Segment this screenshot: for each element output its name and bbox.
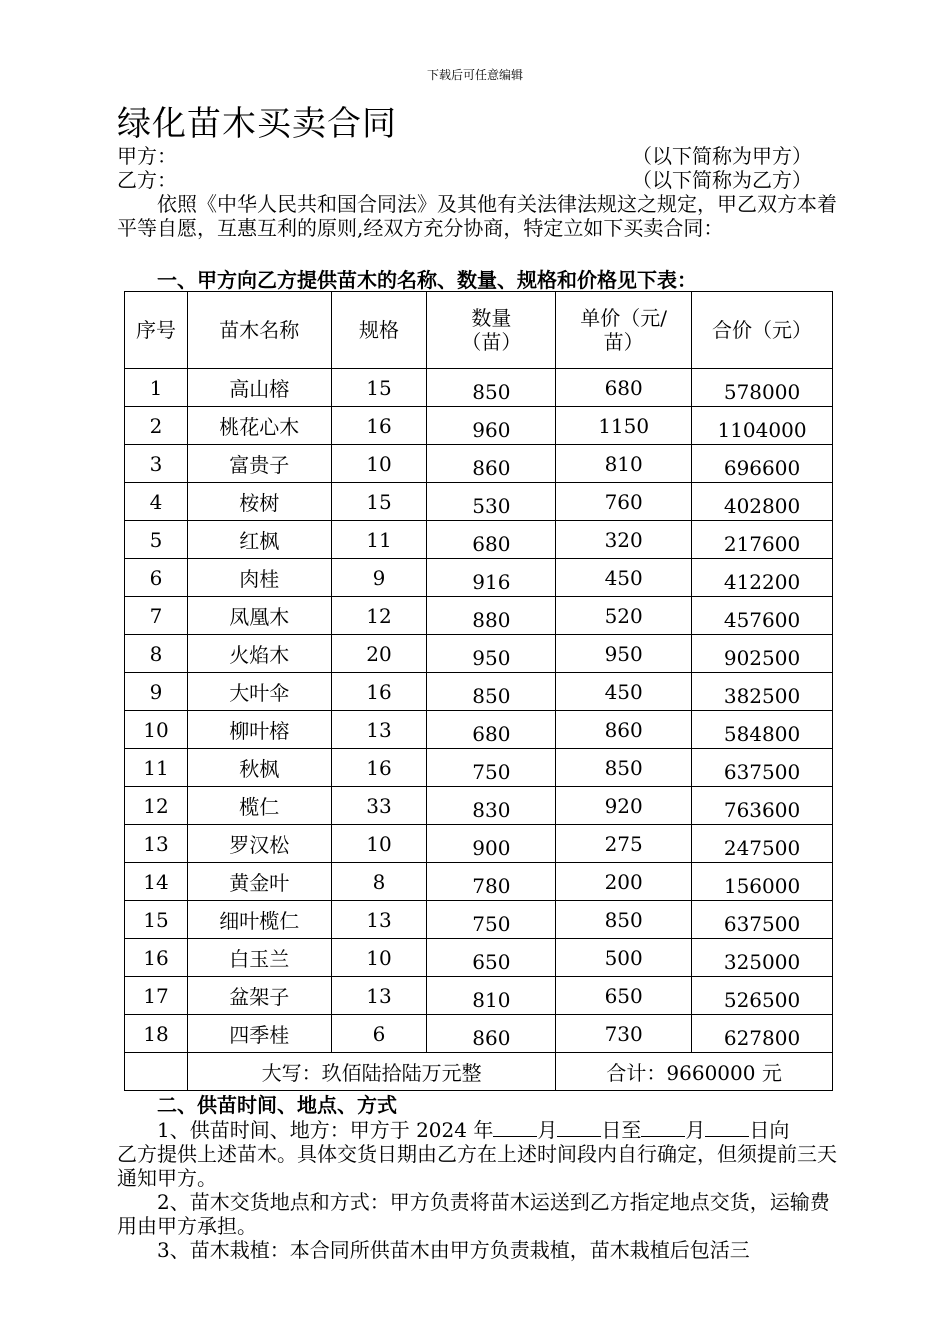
total-in-words: 大写：玖佰陆拾陆万元整 <box>187 1053 555 1091</box>
clause1-continuation: 乙方提供上述苗木。具体交货日期由乙方在上述时间段内自行确定，但须提前三天通知甲方。 <box>117 1142 837 1190</box>
row-unit-price: 730 <box>556 1015 692 1053</box>
row-name: 大叶伞 <box>187 673 331 711</box>
clause1-start: 1、供苗时间、地方：甲方于 2024 年 <box>157 1118 494 1142</box>
row-index: 18 <box>125 1015 188 1053</box>
row-name: 桉树 <box>187 483 331 521</box>
row-total: 696600 <box>692 445 833 483</box>
row-quantity: 810 <box>427 977 556 1015</box>
row-unit-price: 950 <box>556 635 692 673</box>
party-a-label: 甲方： <box>117 144 177 168</box>
row-spec: 12 <box>331 597 427 635</box>
clause1-day1: 日至 <box>601 1118 642 1142</box>
row-total: 1104000 <box>692 407 833 445</box>
row-index: 14 <box>125 863 188 901</box>
row-total: 156000 <box>692 863 833 901</box>
clause1-first-line <box>157 1118 789 1142</box>
table-row <box>125 711 833 749</box>
row-name: 肉桂 <box>187 559 331 597</box>
row-name: 柳叶榕 <box>187 711 331 749</box>
party-a-note: （以下简称为甲方） <box>632 144 812 168</box>
row-quantity: 830 <box>427 787 556 825</box>
month-blank-2[interactable] <box>641 1118 685 1137</box>
row-name: 高山榕 <box>187 369 331 407</box>
row-total: 247500 <box>692 825 833 863</box>
row-total: 637500 <box>692 901 833 939</box>
total-blank-cell <box>125 1053 188 1091</box>
table-row <box>125 559 833 597</box>
row-unit-price: 810 <box>556 445 692 483</box>
row-quantity: 750 <box>427 901 556 939</box>
table-total-row <box>125 1053 833 1091</box>
table-row <box>125 407 833 445</box>
row-name: 富贵子 <box>187 445 331 483</box>
row-total: 637500 <box>692 749 833 787</box>
row-total: 325000 <box>692 939 833 977</box>
row-name: 榄仁 <box>187 787 331 825</box>
row-name: 四季桂 <box>187 1015 331 1053</box>
clause1-month1: 月 <box>537 1118 558 1142</box>
row-name: 白玉兰 <box>187 939 331 977</box>
row-index: 12 <box>125 787 188 825</box>
row-name: 盆架子 <box>187 977 331 1015</box>
table-row <box>125 597 833 635</box>
row-total: 763600 <box>692 787 833 825</box>
row-quantity: 860 <box>427 445 556 483</box>
row-unit-price: 450 <box>556 559 692 597</box>
row-index: 16 <box>125 939 188 977</box>
row-name: 黄金叶 <box>187 863 331 901</box>
row-index: 15 <box>125 901 188 939</box>
table-row <box>125 787 833 825</box>
row-index: 10 <box>125 711 188 749</box>
table-row <box>125 749 833 787</box>
row-name: 火焰木 <box>187 635 331 673</box>
row-quantity: 650 <box>427 939 556 977</box>
row-unit-price: 450 <box>556 673 692 711</box>
party-b-label: 乙方： <box>117 168 177 192</box>
table-row <box>125 521 833 559</box>
row-name: 细叶榄仁 <box>187 901 331 939</box>
header-unit-price <box>556 292 692 369</box>
row-total: 578000 <box>692 369 833 407</box>
table-body <box>125 369 833 1053</box>
row-index: 3 <box>125 445 188 483</box>
row-quantity: 850 <box>427 673 556 711</box>
row-quantity: 880 <box>427 597 556 635</box>
clause1-month2: 月 <box>685 1118 706 1142</box>
table-row <box>125 939 833 977</box>
row-unit-price: 850 <box>556 749 692 787</box>
clause2-paragraph: 2、苗木交货地点和方式：甲方负责将苗木运送到乙方指定地点交货，运输费用由甲方承担。 <box>117 1190 830 1238</box>
row-spec: 6 <box>331 1015 427 1053</box>
row-index: 2 <box>125 407 188 445</box>
row-spec: 9 <box>331 559 427 597</box>
row-unit-price: 760 <box>556 483 692 521</box>
row-spec: 10 <box>331 445 427 483</box>
header-quantity-line1: 数量 <box>471 306 512 330</box>
header-price-line1: 单价（元/ <box>580 306 668 330</box>
row-unit-price: 500 <box>556 939 692 977</box>
row-spec: 13 <box>331 711 427 749</box>
row-unit-price: 850 <box>556 901 692 939</box>
row-quantity: 530 <box>427 483 556 521</box>
row-quantity: 860 <box>427 1015 556 1053</box>
intro-paragraph: 依照《中华人民共和国合同法》及其他有关法律法规这之规定，甲乙双方本着平等自愿，互惠互利的原则,经双方充分协商，特定立如下买卖合同： <box>117 192 837 240</box>
table-row <box>125 635 833 673</box>
row-name: 红枫 <box>187 521 331 559</box>
row-spec: 13 <box>331 977 427 1015</box>
header-spec: 规格 <box>331 292 427 369</box>
row-unit-price: 520 <box>556 597 692 635</box>
row-total: 402800 <box>692 483 833 521</box>
row-spec: 20 <box>331 635 427 673</box>
row-total: 902500 <box>692 635 833 673</box>
row-spec: 16 <box>331 407 427 445</box>
row-name: 秋枫 <box>187 749 331 787</box>
row-quantity: 960 <box>427 407 556 445</box>
row-spec: 11 <box>331 521 427 559</box>
row-name: 凤凰木 <box>187 597 331 635</box>
table-row <box>125 863 833 901</box>
row-quantity: 850 <box>427 369 556 407</box>
header-quantity-line2: （苗） <box>461 330 522 354</box>
header-index: 序号 <box>125 292 188 369</box>
row-spec: 15 <box>331 369 427 407</box>
row-unit-price: 920 <box>556 787 692 825</box>
table-row <box>125 977 833 1015</box>
row-unit-price: 275 <box>556 825 692 863</box>
row-spec: 10 <box>331 825 427 863</box>
row-unit-price: 650 <box>556 977 692 1015</box>
table-row <box>125 369 833 407</box>
row-total: 627800 <box>692 1015 833 1053</box>
row-spec: 13 <box>331 901 427 939</box>
row-index: 8 <box>125 635 188 673</box>
table-row <box>125 901 833 939</box>
table-row <box>125 825 833 863</box>
row-index: 11 <box>125 749 188 787</box>
table-row <box>125 445 833 483</box>
table-header-row <box>125 292 833 369</box>
row-spec: 15 <box>331 483 427 521</box>
row-unit-price: 320 <box>556 521 692 559</box>
document-title: 绿化苗木买卖合同 <box>117 104 397 144</box>
row-spec: 16 <box>331 749 427 787</box>
total-amount: 合计：9660000 元 <box>556 1053 833 1091</box>
row-index: 7 <box>125 597 188 635</box>
row-spec: 33 <box>331 787 427 825</box>
section2-heading: 二、供苗时间、地点、方式 <box>157 1093 397 1117</box>
row-index: 17 <box>125 977 188 1015</box>
table-row <box>125 673 833 711</box>
row-unit-price: 860 <box>556 711 692 749</box>
table-row <box>125 483 833 521</box>
header-name: 苗木名称 <box>187 292 331 369</box>
row-quantity: 680 <box>427 521 556 559</box>
row-total: 382500 <box>692 673 833 711</box>
row-index: 9 <box>125 673 188 711</box>
row-quantity: 680 <box>427 711 556 749</box>
day-blank-2[interactable] <box>705 1118 749 1137</box>
row-spec: 10 <box>331 939 427 977</box>
row-spec: 8 <box>331 863 427 901</box>
clause3-paragraph: 3、苗木栽植：本合同所供苗木由甲方负责栽植，苗木栽植后包活三 <box>157 1238 750 1262</box>
header-quantity <box>427 292 556 369</box>
row-index: 5 <box>125 521 188 559</box>
row-total: 526500 <box>692 977 833 1015</box>
row-total: 584800 <box>692 711 833 749</box>
header-total: 合价（元） <box>692 292 833 369</box>
row-index: 4 <box>125 483 188 521</box>
month-blank-1[interactable] <box>493 1118 537 1137</box>
clause1-day2: 日向 <box>749 1118 790 1142</box>
row-index: 6 <box>125 559 188 597</box>
row-total: 457600 <box>692 597 833 635</box>
row-unit-price: 1150 <box>556 407 692 445</box>
row-spec: 16 <box>331 673 427 711</box>
row-quantity: 900 <box>427 825 556 863</box>
table-row <box>125 1015 833 1053</box>
row-quantity: 780 <box>427 863 556 901</box>
row-quantity: 916 <box>427 559 556 597</box>
row-quantity: 750 <box>427 749 556 787</box>
header-price-line2: 苗） <box>603 330 644 354</box>
row-unit-price: 200 <box>556 863 692 901</box>
row-name: 罗汉松 <box>187 825 331 863</box>
header-note: 下载后可任意编辑 <box>426 68 523 82</box>
party-b-note: （以下简称为乙方） <box>632 168 812 192</box>
row-total: 217600 <box>692 521 833 559</box>
row-name: 桃花心木 <box>187 407 331 445</box>
day-blank-1[interactable] <box>557 1118 601 1137</box>
seedling-table <box>124 291 833 1091</box>
row-index: 1 <box>125 369 188 407</box>
section1-heading: 一、甲方向乙方提供苗木的名称、数量、规格和价格见下表： <box>157 268 697 292</box>
row-unit-price: 680 <box>556 369 692 407</box>
row-quantity: 950 <box>427 635 556 673</box>
row-total: 412200 <box>692 559 833 597</box>
row-index: 13 <box>125 825 188 863</box>
